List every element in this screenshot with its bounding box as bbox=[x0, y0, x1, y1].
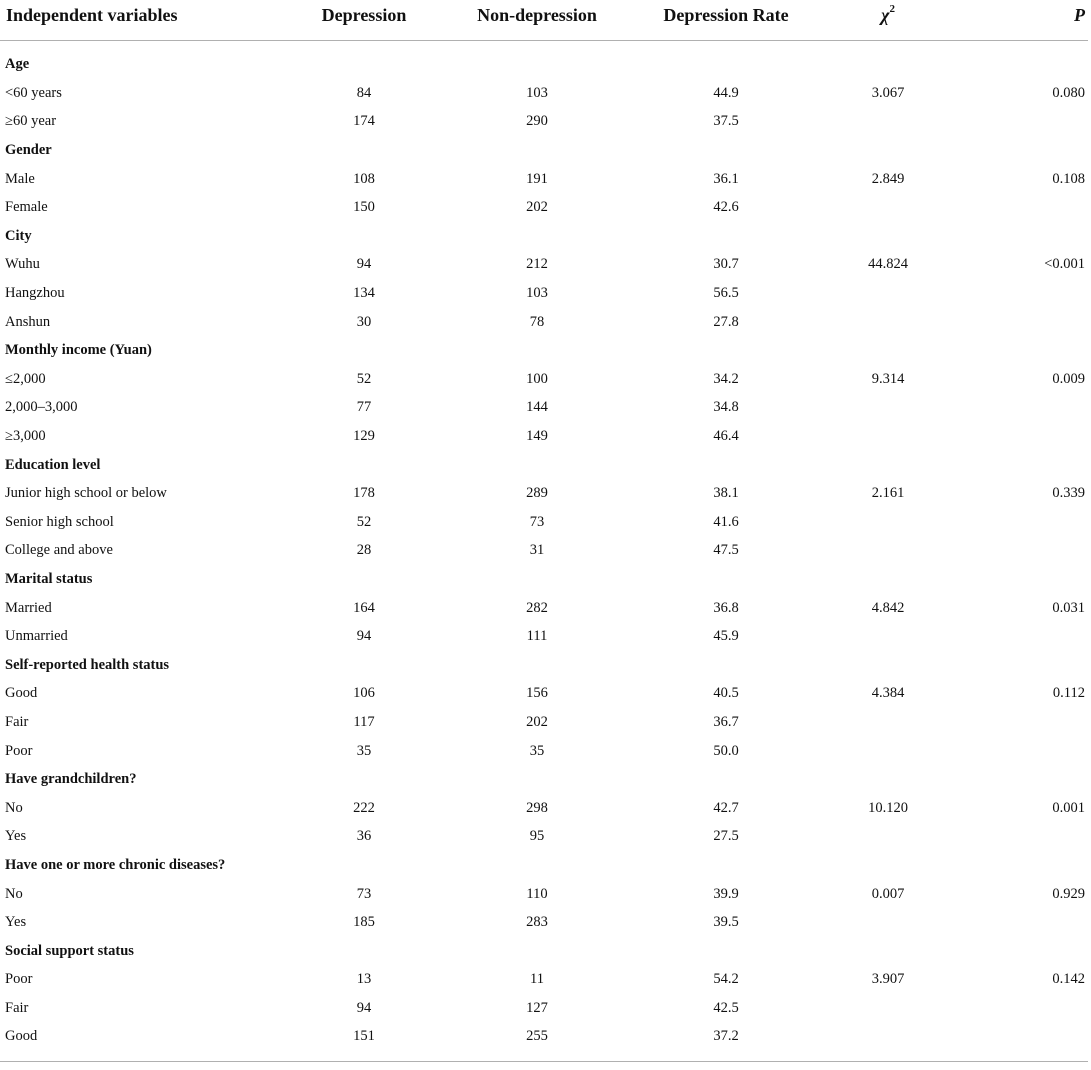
cell-p-value: 0.080 bbox=[1052, 84, 1085, 101]
table-row bbox=[0, 422, 1088, 451]
group-title: Self-reported health status bbox=[5, 656, 170, 673]
cell-depression: 35 bbox=[356, 742, 372, 759]
cell-p-value: 0.009 bbox=[1052, 370, 1085, 387]
row-label: ≤2,000 bbox=[5, 370, 46, 387]
cell-non-depression: 111 bbox=[526, 628, 548, 645]
row-label: ≥3,000 bbox=[5, 428, 46, 445]
cell-p-value bbox=[960, 708, 1088, 737]
cell-non-depression: 31 bbox=[529, 542, 545, 559]
table-row bbox=[0, 394, 1088, 423]
cell-non-depression: 103 bbox=[526, 84, 548, 101]
header-independent-variables: Independent variables bbox=[0, 0, 290, 40]
cell-non-depression: 191 bbox=[526, 170, 548, 187]
cell-non-depression: 289 bbox=[526, 485, 548, 502]
footer-rule bbox=[0, 1051, 1088, 1062]
cell-chi-square: 4.842 bbox=[871, 599, 905, 616]
group-title: Social support status bbox=[5, 942, 134, 959]
table-footer bbox=[0, 1051, 1088, 1062]
cell-depression: 151 bbox=[353, 1028, 375, 1045]
cell-p-value bbox=[960, 422, 1088, 451]
table-row bbox=[0, 966, 1088, 995]
cell-non-depression: 144 bbox=[526, 399, 548, 416]
cell-depression-rate: 56.5 bbox=[713, 285, 739, 302]
cell-depression-rate: 54.2 bbox=[713, 971, 739, 988]
cell-depression: 13 bbox=[356, 971, 372, 988]
row-label: Fair bbox=[5, 999, 29, 1016]
table-row bbox=[0, 794, 1088, 823]
cell-chi-square: 10.120 bbox=[868, 799, 908, 816]
table-row bbox=[0, 537, 1088, 566]
header-p-value: P bbox=[960, 0, 1088, 40]
cell-p-value bbox=[960, 737, 1088, 766]
cell-depression: 77 bbox=[356, 399, 372, 416]
cell-p-value: 0.112 bbox=[1052, 685, 1085, 702]
cell-chi-square bbox=[816, 908, 960, 937]
cell-chi-square: 0.007 bbox=[871, 885, 905, 902]
cell-non-depression: 35 bbox=[529, 742, 545, 759]
row-label: Yes bbox=[5, 914, 27, 931]
cell-non-depression: 255 bbox=[526, 1028, 548, 1045]
row-label: Fair bbox=[5, 713, 29, 730]
cell-depression: 178 bbox=[353, 485, 375, 502]
row-label: <60 years bbox=[5, 84, 62, 101]
cell-p-value bbox=[960, 279, 1088, 308]
table-row bbox=[0, 251, 1088, 280]
cell-p-value bbox=[960, 1023, 1088, 1052]
cell-chi-square bbox=[816, 279, 960, 308]
cell-depression-rate: 42.6 bbox=[713, 199, 739, 216]
row-label: Senior high school bbox=[5, 513, 114, 530]
cell-non-depression: 283 bbox=[526, 914, 548, 931]
cell-non-depression: 95 bbox=[529, 828, 545, 845]
cell-depression-rate: 34.8 bbox=[713, 399, 739, 416]
group-header-row bbox=[0, 851, 1088, 880]
cell-chi-square bbox=[816, 308, 960, 337]
cell-p-value bbox=[960, 622, 1088, 651]
group-title: Have one or more chronic diseases? bbox=[5, 856, 226, 873]
cell-non-depression: 11 bbox=[530, 971, 544, 988]
cell-p-value: 0.929 bbox=[1052, 885, 1085, 902]
table-row bbox=[0, 594, 1088, 623]
table-row bbox=[0, 193, 1088, 222]
cell-chi-square bbox=[816, 622, 960, 651]
table-row bbox=[0, 908, 1088, 937]
cell-depression: 129 bbox=[353, 428, 375, 445]
row-label: College and above bbox=[5, 542, 113, 559]
row-label: Married bbox=[5, 599, 52, 616]
table-row bbox=[0, 508, 1088, 537]
table-row bbox=[0, 622, 1088, 651]
cell-depression-rate: 42.7 bbox=[713, 799, 739, 816]
cell-chi-square bbox=[816, 537, 960, 566]
cell-non-depression: 156 bbox=[526, 685, 548, 702]
row-label: ≥60 year bbox=[5, 113, 57, 130]
group-title: Monthly income (Yuan) bbox=[5, 342, 152, 359]
table-row bbox=[0, 165, 1088, 194]
cell-depression: 36 bbox=[356, 828, 372, 845]
cell-chi-square bbox=[816, 193, 960, 222]
cell-p-value bbox=[960, 308, 1088, 337]
table-row bbox=[0, 279, 1088, 308]
cell-depression-rate: 50.0 bbox=[713, 742, 739, 759]
header-depression: Depression bbox=[290, 0, 438, 40]
cell-depression-rate: 36.1 bbox=[713, 170, 739, 187]
row-label: Hangzhou bbox=[5, 285, 65, 302]
cell-p-value bbox=[960, 994, 1088, 1023]
cell-non-depression: 103 bbox=[526, 285, 548, 302]
cell-depression: 30 bbox=[356, 313, 372, 330]
row-label: Female bbox=[5, 199, 48, 216]
cell-depression: 94 bbox=[356, 628, 372, 645]
cell-depression: 73 bbox=[356, 885, 372, 902]
cell-chi-square: 2.161 bbox=[871, 485, 905, 502]
cell-chi-square: 9.314 bbox=[871, 370, 905, 387]
cell-depression: 94 bbox=[356, 256, 372, 273]
cell-depression-rate: 38.1 bbox=[713, 485, 739, 502]
cell-depression-rate: 36.8 bbox=[713, 599, 739, 616]
cell-non-depression: 78 bbox=[529, 313, 545, 330]
group-title: City bbox=[5, 227, 32, 244]
cell-p-value: 0.339 bbox=[1052, 485, 1085, 502]
row-label: Poor bbox=[5, 742, 33, 759]
cell-non-depression: 73 bbox=[529, 513, 545, 530]
cell-depression: 117 bbox=[353, 713, 375, 730]
cell-p-value: 0.031 bbox=[1052, 599, 1085, 616]
cell-depression: 174 bbox=[353, 113, 375, 130]
cell-p-value bbox=[960, 394, 1088, 423]
cell-depression-rate: 37.5 bbox=[713, 113, 739, 130]
cell-p-value bbox=[960, 537, 1088, 566]
cell-non-depression: 127 bbox=[526, 999, 548, 1016]
cell-depression-rate: 27.5 bbox=[713, 828, 739, 845]
cell-p-value bbox=[960, 193, 1088, 222]
cell-depression: 52 bbox=[356, 513, 372, 530]
group-header-row bbox=[0, 937, 1088, 966]
group-title: Education level bbox=[5, 456, 101, 473]
cell-p-value: <0.001 bbox=[1044, 256, 1085, 273]
cell-chi-square: 3.067 bbox=[871, 84, 905, 101]
cell-chi-square: 44.824 bbox=[868, 256, 908, 273]
table-row bbox=[0, 308, 1088, 337]
cell-chi-square bbox=[816, 708, 960, 737]
cell-depression: 52 bbox=[356, 370, 372, 387]
cell-non-depression: 110 bbox=[526, 885, 548, 902]
table-row bbox=[0, 880, 1088, 909]
cell-chi-square bbox=[816, 737, 960, 766]
cell-depression: 94 bbox=[356, 999, 372, 1016]
group-header-row bbox=[0, 222, 1088, 251]
group-title: Age bbox=[5, 56, 30, 73]
cell-non-depression: 282 bbox=[526, 599, 548, 616]
cell-depression-rate: 39.5 bbox=[713, 914, 739, 931]
cell-depression-rate: 27.8 bbox=[713, 313, 739, 330]
cell-p-value bbox=[960, 823, 1088, 852]
chi-symbol: χ bbox=[881, 5, 890, 25]
cell-depression: 106 bbox=[353, 685, 375, 702]
table-row bbox=[0, 708, 1088, 737]
table-row bbox=[0, 365, 1088, 394]
cell-depression: 150 bbox=[353, 199, 375, 216]
cell-chi-square bbox=[816, 994, 960, 1023]
group-title: Gender bbox=[5, 142, 52, 159]
cell-p-value bbox=[960, 508, 1088, 537]
row-label: Unmarried bbox=[5, 628, 68, 645]
cell-non-depression: 290 bbox=[526, 113, 548, 130]
cell-depression-rate: 40.5 bbox=[713, 685, 739, 702]
table-row bbox=[0, 108, 1088, 137]
cell-depression-rate: 41.6 bbox=[713, 513, 739, 530]
header-non-depression: Non-depression bbox=[438, 0, 636, 40]
row-label: Male bbox=[5, 170, 35, 187]
cell-depression: 28 bbox=[356, 542, 372, 559]
table-header bbox=[0, 0, 1088, 40]
row-label: No bbox=[5, 799, 23, 816]
cell-chi-square bbox=[816, 108, 960, 137]
group-header-row bbox=[0, 451, 1088, 480]
cell-chi-square bbox=[816, 1023, 960, 1052]
cell-depression-rate: 39.9 bbox=[713, 885, 739, 902]
row-label: Poor bbox=[5, 971, 33, 988]
header-depression-rate: Depression Rate bbox=[636, 0, 816, 40]
cell-depression-rate: 42.5 bbox=[713, 999, 739, 1016]
cell-depression-rate: 30.7 bbox=[713, 256, 739, 273]
cell-p-value: 0.001 bbox=[1052, 799, 1085, 816]
cell-depression: 222 bbox=[353, 799, 375, 816]
cell-depression: 185 bbox=[353, 914, 375, 931]
table-row bbox=[0, 79, 1088, 108]
table-body bbox=[0, 40, 1088, 1051]
group-title: Marital status bbox=[5, 570, 93, 587]
cell-depression-rate: 46.4 bbox=[713, 428, 739, 445]
row-label: Good bbox=[5, 685, 38, 702]
row-label: Junior high school or below bbox=[5, 485, 167, 502]
group-header-row bbox=[0, 765, 1088, 794]
group-header-row bbox=[0, 336, 1088, 365]
cell-chi-square bbox=[816, 394, 960, 423]
table-row bbox=[0, 994, 1088, 1023]
header-row bbox=[0, 0, 1088, 40]
cell-depression-rate: 47.5 bbox=[713, 542, 739, 559]
cell-non-depression: 212 bbox=[526, 256, 548, 273]
cell-depression-rate: 36.7 bbox=[713, 713, 739, 730]
cell-p-value: 0.142 bbox=[1052, 971, 1085, 988]
cell-chi-square bbox=[816, 422, 960, 451]
cell-chi-square: 4.384 bbox=[871, 685, 905, 702]
group-header-row bbox=[0, 651, 1088, 680]
cell-non-depression: 202 bbox=[526, 713, 548, 730]
spacer-row bbox=[0, 40, 1088, 51]
cell-depression: 134 bbox=[353, 285, 375, 302]
cell-depression-rate: 34.2 bbox=[713, 370, 739, 387]
cell-non-depression: 100 bbox=[526, 370, 548, 387]
row-label: Anshun bbox=[5, 313, 51, 330]
group-header-row bbox=[0, 136, 1088, 165]
cell-p-value: 0.108 bbox=[1052, 170, 1085, 187]
table-row bbox=[0, 680, 1088, 709]
table-row bbox=[0, 823, 1088, 852]
table-row bbox=[0, 737, 1088, 766]
cell-chi-square: 2.849 bbox=[871, 170, 905, 187]
header-chi-square bbox=[816, 0, 960, 40]
cell-depression-rate: 37.2 bbox=[713, 1028, 739, 1045]
cell-depression: 108 bbox=[353, 170, 375, 187]
row-label: Wuhu bbox=[5, 256, 40, 273]
cell-chi-square bbox=[816, 508, 960, 537]
cell-non-depression: 298 bbox=[526, 799, 548, 816]
cell-non-depression: 149 bbox=[526, 428, 548, 445]
group-header-row bbox=[0, 565, 1088, 594]
table-row bbox=[0, 1023, 1088, 1052]
cell-p-value bbox=[960, 108, 1088, 137]
cell-chi-square bbox=[816, 823, 960, 852]
table-row bbox=[0, 479, 1088, 508]
cell-p-value bbox=[960, 908, 1088, 937]
cell-depression: 164 bbox=[353, 599, 375, 616]
row-label: Yes bbox=[5, 828, 27, 845]
row-label: No bbox=[5, 885, 23, 902]
row-label: Good bbox=[5, 1028, 38, 1045]
cell-depression-rate: 45.9 bbox=[713, 628, 739, 645]
chi-superscript: 2 bbox=[889, 3, 895, 15]
cell-depression-rate: 44.9 bbox=[713, 84, 739, 101]
row-label: 2,000–3,000 bbox=[5, 399, 78, 416]
cell-non-depression: 202 bbox=[526, 199, 548, 216]
group-header-row bbox=[0, 51, 1088, 80]
cell-depression: 84 bbox=[356, 84, 372, 101]
cell-chi-square: 3.907 bbox=[871, 971, 905, 988]
group-title: Have grandchildren? bbox=[5, 771, 137, 788]
